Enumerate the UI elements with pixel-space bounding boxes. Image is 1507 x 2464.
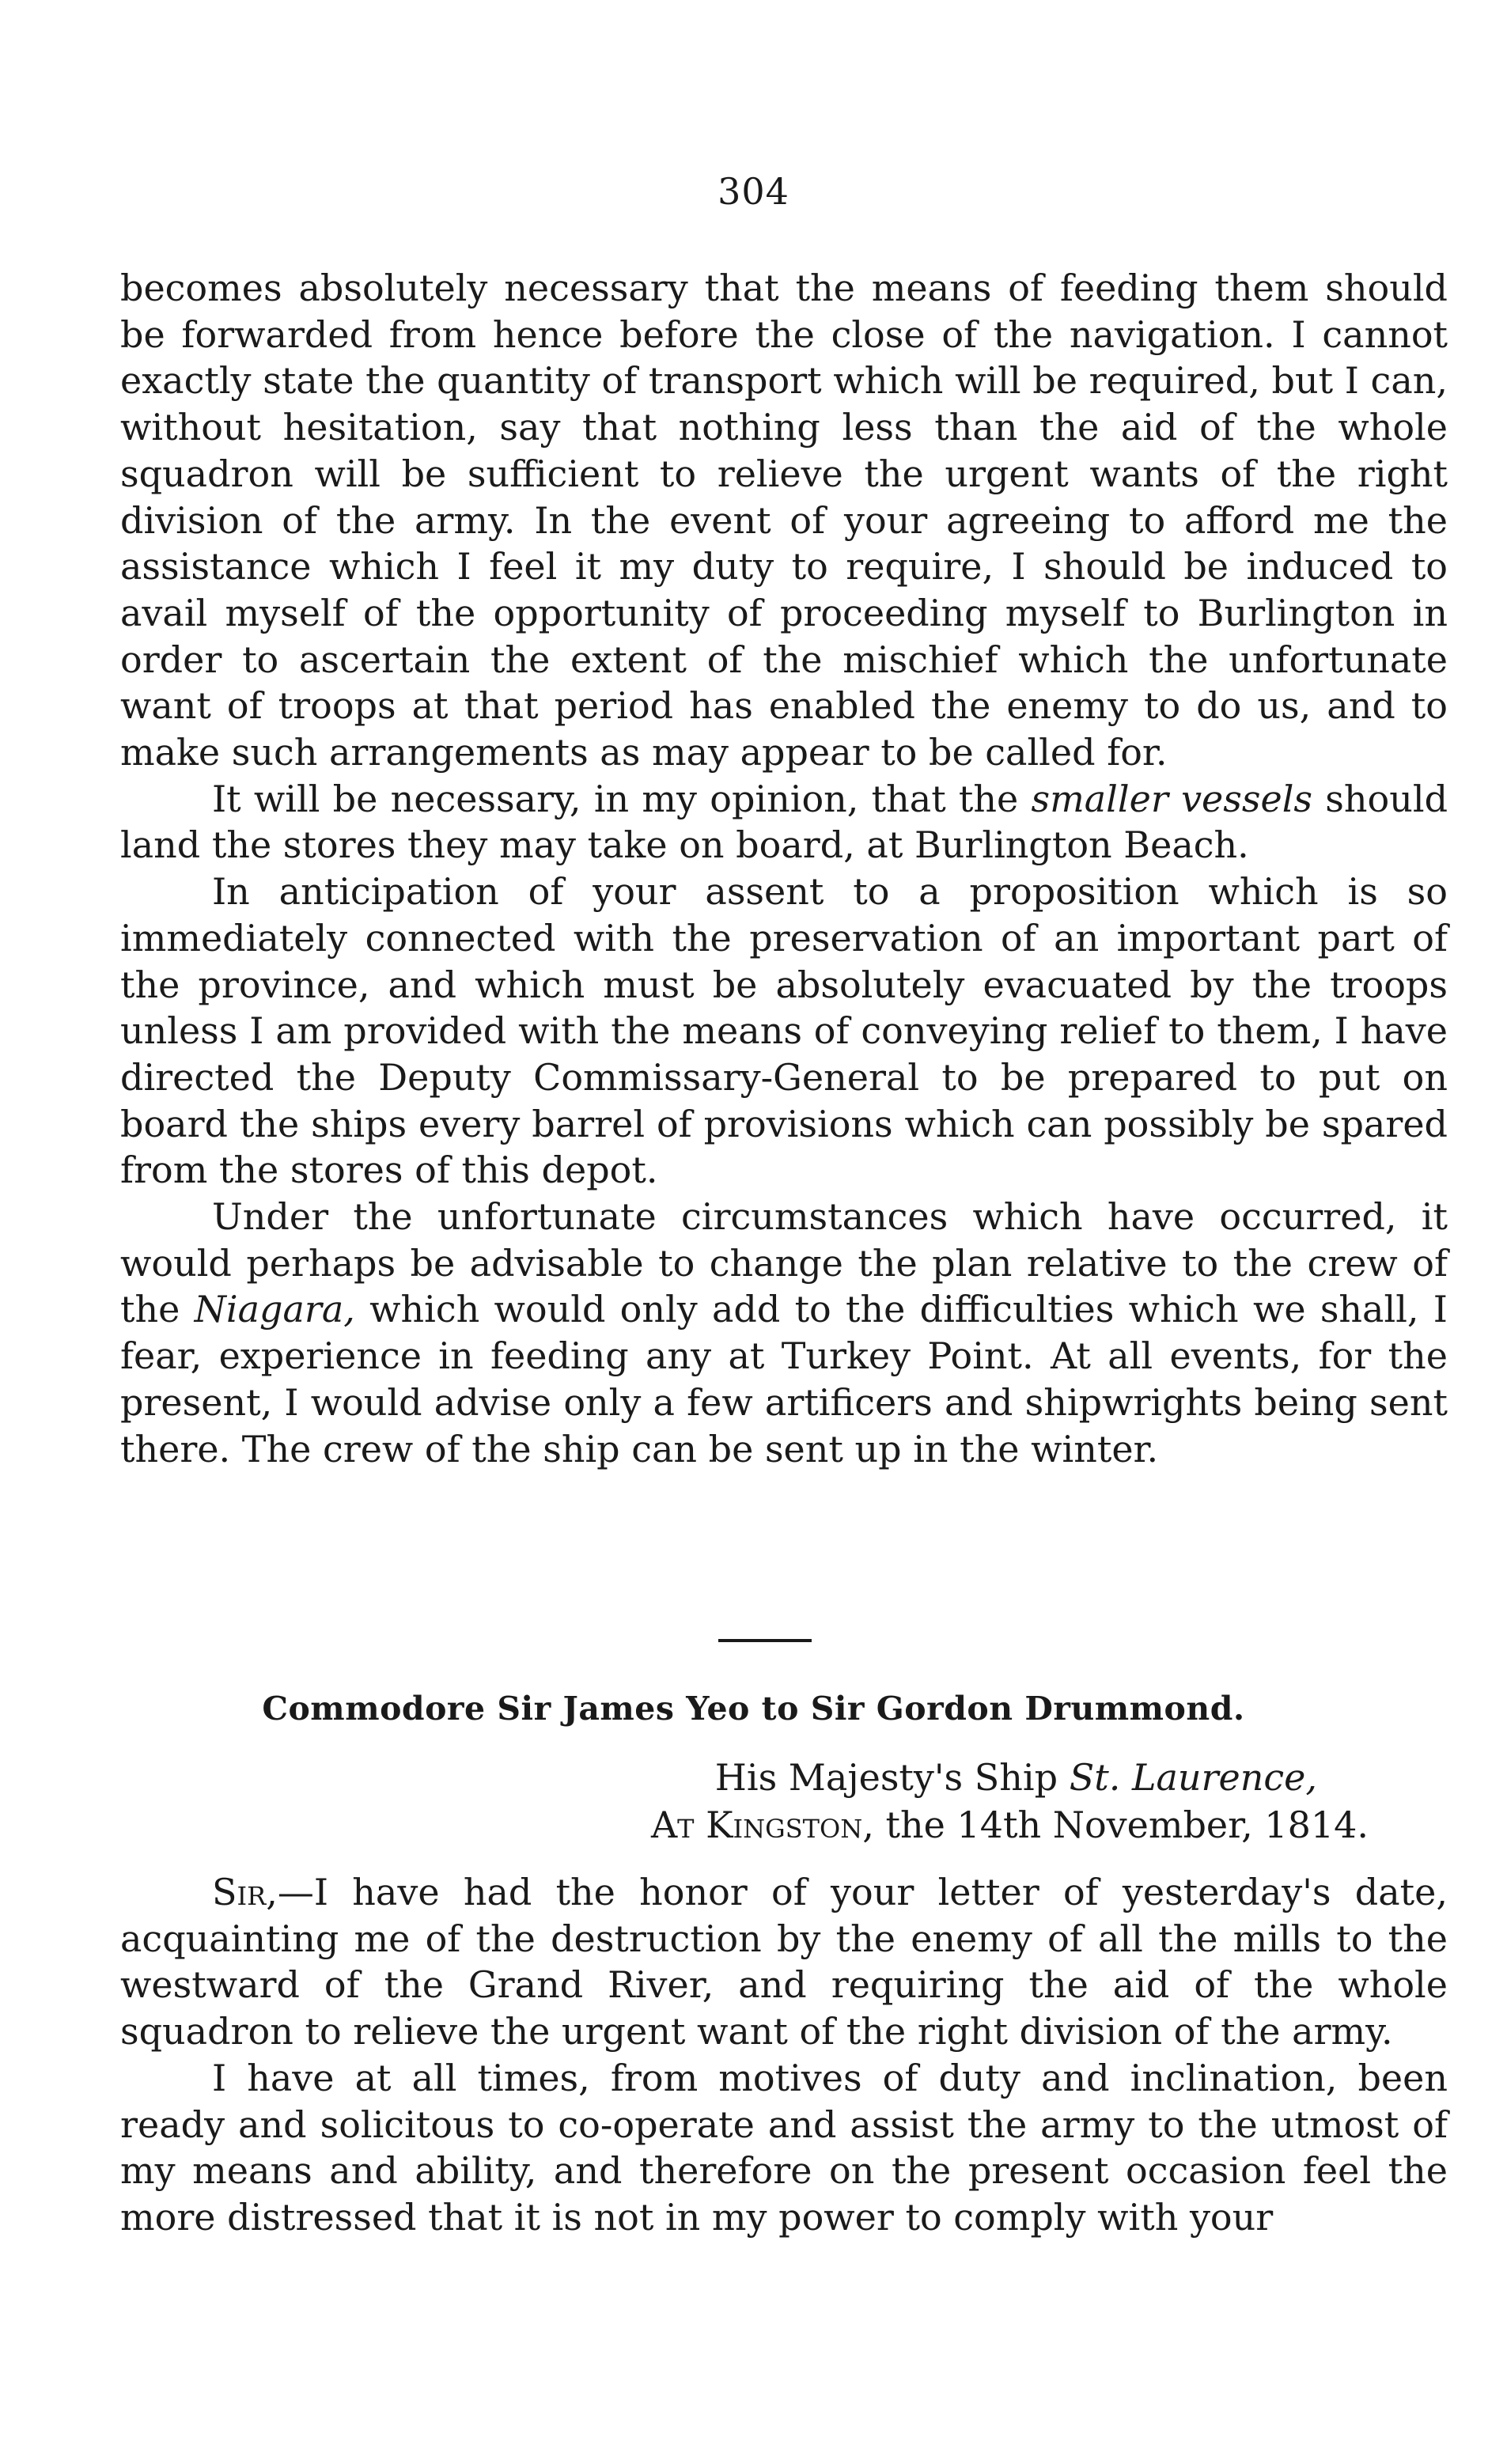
page-number: 304 [718, 170, 789, 213]
paragraph-2-text-b: should land the stores they may take on board, at Burlington Beach. [120, 777, 1448, 867]
letter-paragraph-2: I have at all times, from motives of duty and inclination, been ready and solicitous to co-operate and assist the army to the utmost of my means and ability, and therefore on the present occasion feel the more distressed that it is not in my power to comply with your [120, 2056, 1448, 2239]
dateline-date: the 14th November, 1814. [873, 1804, 1369, 1846]
letter-body [120, 1869, 1448, 2241]
paragraph-4-text-a: Under the unfortunate circumstances which have occurred, it would perhaps be advisable to change the plan relative to the crew of the [120, 1195, 1448, 1331]
paragraph-4-text-b: which would only add to the difficulties which we shall, I fear, experience in feeding any at Turkey Point. At all events, for the present, I would advise only a few artificers and shipwrights being sent there. The crew of the ship can be sent up in the winter. [120, 1288, 1448, 1470]
paragraph-2-text-a: It will be necessary, in my opinion, that the [212, 777, 1032, 820]
paragraph-4 [120, 1194, 1448, 1472]
letter-body-continued [120, 265, 1448, 1472]
dateline-ship-name: St. Laurence, [1069, 1756, 1317, 1799]
dateline-ship-text: His Majesty's Ship [714, 1756, 1070, 1799]
paragraph-2-italic: smaller vessels [1031, 777, 1313, 820]
letter-paragraph-1-text: —I have had the honor of your letter of yesterday's date, acquainting me of the destruction by the enemy of all the mills to the westward of the Grand River, and requiring the aid of the whole squadron to relieve the urgent want of the right division of the army. [120, 1871, 1448, 2053]
section-divider [718, 1639, 812, 1642]
dateline-ship [715, 1754, 1317, 1800]
letter-heading: Commodore Sir James Yeo to Sir Gordon Drummond. [262, 1690, 1245, 1728]
paragraph-3: In anticipation of your assent to a proposition which is so immediately connected with the preservation of an important part of the province, and which must be absolutely evacuated by the troops unless I am provided with the means of conveying relief to them, I have directed the Deputy Commissary-General to be prepared to put on board the ships every barrel of provisions which can possibly be spared from the stores of this depot. [120, 870, 1448, 1192]
letter-paragraph-1 [120, 1869, 1448, 2055]
dateline-place: At Kingston, [650, 1804, 874, 1846]
salutation: Sir, [212, 1871, 278, 1913]
dateline-place-date [651, 1802, 1369, 1848]
paragraph-1: becomes absolutely necessary that the means of feeding them should be forwarded from hence before the close of the navigation. I cannot exactly state the quantity of transport which will be required, but I can, without hesitation, say that nothing less than the aid of the whole squadron will be sufficient to relieve the urgent wants of the right division of the army. In the event of your agreeing to afford me the assistance which I feel it my duty to require, I should be induced to avail myself of the opportunity of proceeding myself to Burlington in order to ascertain the extent of the mischief which the unfortunate want of troops at that period has enabled the enemy to do us, and to make such arrangements as may appear to be called for. [120, 267, 1448, 774]
paragraph-4-italic: Niagara, [194, 1288, 355, 1331]
paragraph-2 [120, 776, 1448, 869]
